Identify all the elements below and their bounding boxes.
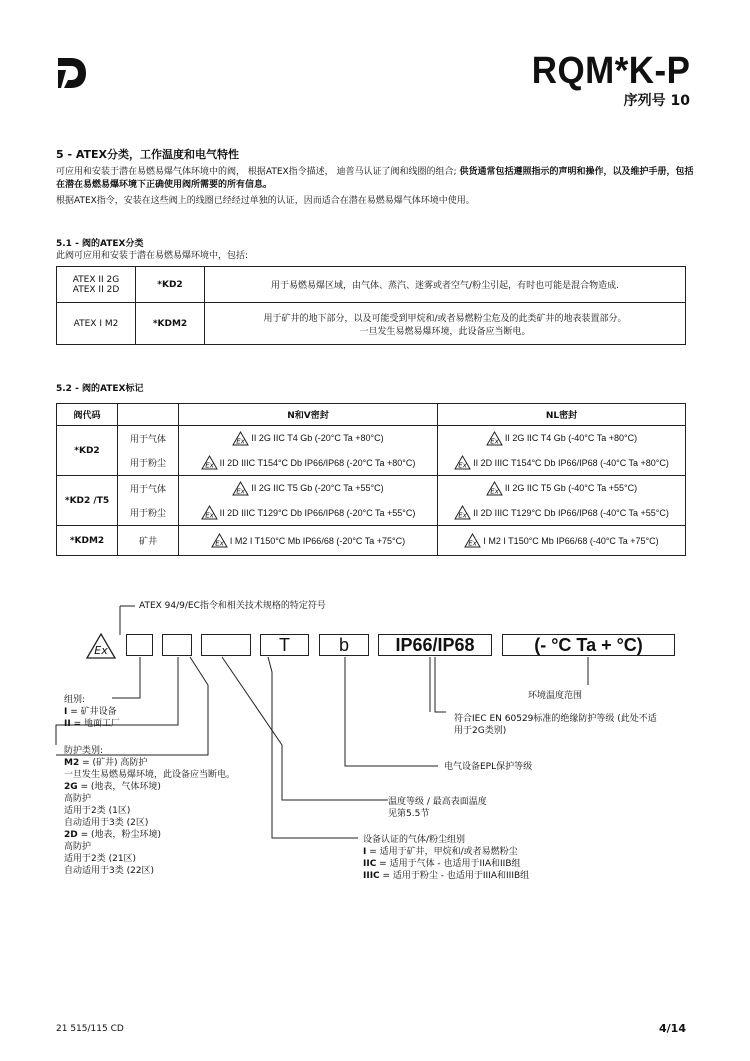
marking-cell: Ex I M2 I T150°C Mb IP66/68 (-20°C Ta +75°C) xyxy=(179,526,438,556)
svg-text:Ex: Ex xyxy=(236,437,246,446)
header-valve-code: 阀代码 xyxy=(57,404,118,426)
svg-text:Ex: Ex xyxy=(204,511,214,520)
ip-rating-box: IP66/IP68 xyxy=(378,634,492,656)
temperature-class-box: T xyxy=(260,634,309,656)
svg-text:Ex: Ex xyxy=(236,487,246,496)
marking-cell: Ex I M2 I T150°C Mb IP66/68 (-40°C Ta +75°C) xyxy=(438,526,686,556)
marking-cell: Ex II 2D IIIC T129°C Db IP66/IP68 (-20°C Ta +55°C) xyxy=(179,501,438,526)
code-cell: *KD2 xyxy=(57,426,118,476)
code-cell: *KD2 xyxy=(136,267,205,303)
model-title: RQM*K-P xyxy=(531,50,690,92)
description-cell: 用于矿井的地下部分，以及可能受到甲烷和/或者易燃粉尘危及的此类矿井的地表装置部分。 一旦发生易燃易爆环境，此设备应当断电。 xyxy=(205,303,686,345)
svg-text:Ex: Ex xyxy=(468,539,478,548)
ambient-range-label: 环境温度范围 xyxy=(528,691,583,701)
category-cell: ATEX II 2G ATEX II 2D xyxy=(57,267,136,303)
svg-text:Ex: Ex xyxy=(94,644,108,657)
svg-text:Ex: Ex xyxy=(215,539,224,548)
svg-text:Ex: Ex xyxy=(490,437,499,446)
section-5-title: 5 - ATEX分类，工作温度和电气特性 xyxy=(56,148,240,161)
code-cell: *KDM2 xyxy=(136,303,205,345)
label-cell: 用于粉尘 xyxy=(118,451,179,476)
section-5-paragraph-2: 根据ATEX指令，安装在这些阀上的线圈已经经过单独的认证，因而适合在潜在易燃易爆气体环境中使用。 xyxy=(56,196,475,206)
gas-dust-group-label: 设备认证的气体/粉尘组别 I = 适用于矿井，甲烷和/或者易燃粉尘 IIC = 适用于气体 - 也适用于IIA和IIB组 IIIC = 适用于粉尘 - 也适用于IIIA和IIIB组 xyxy=(363,835,530,881)
code-cell: *KDM2 xyxy=(57,526,118,556)
marking-cell: Ex II 2D IIIC T154°C Db IP66/IP68 (-20°C Ta +80°C) xyxy=(179,451,438,476)
serial-number: 序列号 10 xyxy=(623,93,690,109)
code-cell: *KD2 /T5 xyxy=(57,476,118,526)
ip-protection-label: 符合IEC EN 60529标准的绝缘防护等级 (此处不适 用于2G类别) xyxy=(454,714,657,736)
atex-directive-label: ATEX 94/9/EC指令和相关技术规格的特定符号 xyxy=(139,601,326,611)
svg-text:Ex: Ex xyxy=(458,511,467,520)
marking-cell: Ex II 2G IIC T4 Gb (-20°C Ta +80°C) xyxy=(179,426,438,451)
marking-cell: Ex II 2D IIIC T129°C Db IP66/IP68 (-40°C Ta +55°C) xyxy=(438,501,686,526)
description-cell: 用于易燃易爆区域，由气体、蒸汽、迷雾或者空气/粉尘引起，有时也可能是混合物造成. xyxy=(205,267,686,303)
marking-cell: Ex II 2G IIC T5 Gb (-40°C Ta +55°C) xyxy=(438,476,686,501)
document-code: 21 515/115 CD xyxy=(56,1024,124,1034)
label-cell: 矿井 xyxy=(118,526,179,556)
page-number: 4/14 xyxy=(659,1022,686,1035)
protection-category-legend: 防护类别: M2 = (矿井) 高防护 一旦发生易燃易爆环境，此设备应当断电。 2G = (地表，气体环境) 高防护 适用于2类 (1区) 自动适用于3类 (2区) 2D = (地表，粉尘环境) 高防护 适用于2类 (21区) 自动适用于3类 (22区) xyxy=(64,746,236,876)
para-1-text: 可应用和安装于潜在易燃易爆气体环境中的阀， 根据ATEX指令描述， 迪普马认证了阀和线圈的组合; xyxy=(56,167,460,177)
label-cell: 用于气体 xyxy=(118,476,179,501)
header-n-v-seal: N和V密封 xyxy=(179,404,438,426)
svg-text:Ex: Ex xyxy=(490,487,499,496)
label-cell: 用于粉尘 xyxy=(118,501,179,526)
section-5-2-title: 5.2 - 阀的ATEX标记 xyxy=(56,384,144,394)
epl-label: 电气设备EPL保护等级 xyxy=(444,762,533,772)
marking-cell: Ex II 2G IIC T5 Gb (-20°C Ta +55°C) xyxy=(179,476,438,501)
category-cell: ATEX I M2 xyxy=(57,303,136,345)
section-5-1-title: 5.1 - 阀的ATEX分类 xyxy=(56,239,144,249)
svg-text:Ex: Ex xyxy=(458,461,467,470)
ambient-temperature-box: (- °C Ta + °C) xyxy=(502,634,675,656)
marking-cell: Ex II 2D IIIC T154°C Db IP66/IP68 (-40°C Ta +80°C) xyxy=(438,451,686,476)
label-cell: 用于气体 xyxy=(118,426,179,451)
group-legend: 组别: I = 矿井设备 II = 地面工厂 xyxy=(64,695,120,729)
section-5-1-intro: 此阀可应用和安装于潜在易燃易爆环境中，包括: xyxy=(56,251,249,261)
marking-cell: Ex II 2G IIC T4 Gb (-40°C Ta +80°C) xyxy=(438,426,686,451)
header-nl-seal: NL密封 xyxy=(438,404,686,426)
svg-text:Ex: Ex xyxy=(204,461,214,470)
epl-box: b xyxy=(319,634,369,656)
temperature-class-label: 温度等级 / 最高表面温度 见第5.5节 xyxy=(388,797,487,819)
para-1-bold: 供货通常包括遵照指示的声明和操作，以及维护手册，包括在潜在易燃易爆环境下正确使用阀所需要的所有信息。 xyxy=(56,167,694,190)
